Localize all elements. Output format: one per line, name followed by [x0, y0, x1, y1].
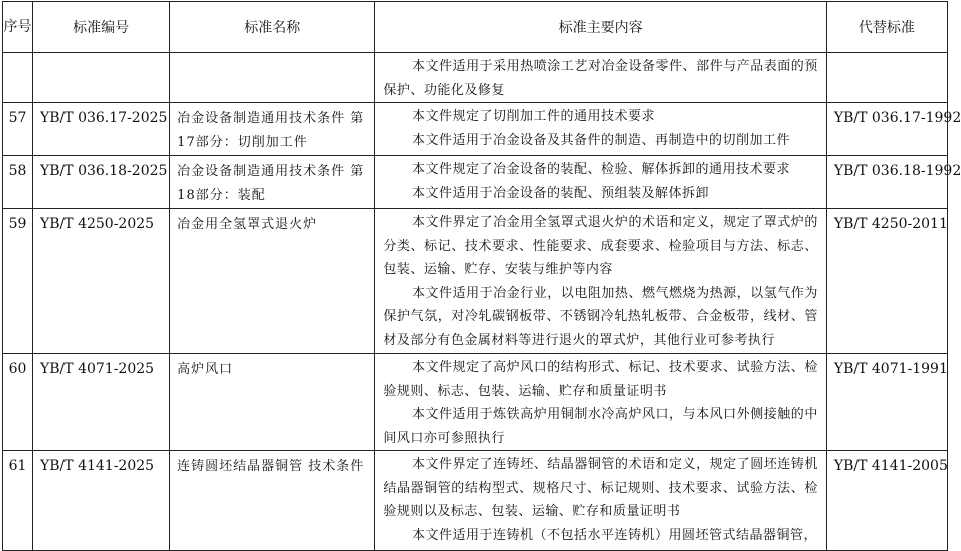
standard-code: YB/T 4141-2025	[33, 451, 170, 551]
content-paragraph: 本文件适用于炼铁高炉用铜制水冷高炉风口，与本风口外侧接触的中间风口亦可参照执行	[383, 407, 818, 446]
row-number: 60	[3, 354, 33, 451]
cell-name	[170, 53, 375, 103]
content-paragraph: 本文件适用于冶金设备及其备件的制造、再制造中的切削加工件	[411, 132, 790, 148]
content-paragraph: 本文件规定了切削加工件的通用技术要求	[411, 109, 655, 124]
header-code: 标准编号	[33, 2, 170, 53]
replaced-standard: YB/T 036.18-1992	[826, 156, 947, 209]
replaced-standard: YB/T 4250-2011	[826, 209, 947, 354]
row-number: 57	[3, 103, 33, 156]
row-number: 61	[3, 451, 33, 551]
table-row	[3, 156, 948, 209]
standards-table	[2, 1, 961, 551]
standard-code: YB/T 036.18-2025	[33, 156, 170, 209]
cell-replace	[826, 53, 947, 103]
table-row-continuation	[3, 53, 948, 103]
standard-code: YB/T 4071-2025	[33, 354, 170, 451]
standard-content	[375, 156, 826, 209]
standard-content	[375, 354, 826, 451]
content-paragraph: 本文件界定了冶金用全氢罩式退火炉的术语和定义，规定了罩式炉的分类、标记、技术要求、性能要求、成套要求、检验项目与方法、标志、包装、运输、贮存、安装与维护等内容	[383, 215, 818, 277]
table-row	[3, 354, 948, 451]
header-name: 标准名称	[170, 2, 375, 53]
content-paragraph: 本文件界定了连铸坯、结晶器铜管的术语和定义，规定了圆坯连铸机结晶器铜管的结构型式、规格尺寸、标记规则、技术要求、试验方法、检验规则以及标志、包装、运输、贮存和质量证明书	[383, 457, 818, 519]
content-paragraph: 本文件适用于采用热喷涂工艺对冶金设备零件、部件与产品表面的预保护、功能化及修复	[383, 59, 818, 98]
row-number: 59	[3, 209, 33, 354]
replaced-standard: YB/T 036.17-1992	[826, 103, 947, 156]
row-number: 58	[3, 156, 33, 209]
standard-content	[375, 451, 826, 551]
content-paragraph: 本文件规定了高炉风口的结构形式、标记、技术要求、试验方法、检验规则、标志、包装、运输、贮存和质量证明书	[383, 360, 818, 399]
cell-num	[3, 53, 33, 103]
header-replace: 代替标准	[826, 2, 947, 53]
content-paragraph: 本文件适用于连铸机（不包括水平连铸机）用圆坯管式结晶器铜管，	[411, 527, 817, 543]
table-header-row	[3, 2, 948, 53]
standard-code: YB/T 036.17-2025	[33, 103, 170, 156]
content-paragraph: 本文件适用于冶金设备的装配、预组装及解体拆卸	[411, 185, 709, 201]
standard-name: 冶金用全氢罩式退火炉	[170, 209, 375, 354]
replaced-standard: YB/T 4141-2005	[826, 451, 947, 551]
table-row	[3, 209, 948, 354]
header-seq: 序号	[3, 2, 33, 53]
standard-name: 冶金设备制造通用技术条件 第17部分：切削加工件	[170, 103, 375, 156]
standard-name: 冶金设备制造通用技术条件 第18部分：装配	[170, 156, 375, 209]
standard-name: 连铸圆坯结晶器铜管 技术条件	[170, 451, 375, 551]
table-row	[3, 103, 948, 156]
standard-name: 高炉风口	[170, 354, 375, 451]
cell-content	[375, 53, 826, 103]
standard-content	[375, 103, 826, 156]
table-row	[3, 451, 948, 551]
replaced-standard: YB/T 4071-1991	[826, 354, 947, 451]
cell-code	[33, 53, 170, 103]
standard-content	[375, 209, 826, 354]
standard-code: YB/T 4250-2025	[33, 209, 170, 354]
content-paragraph: 本文件适用于冶金行业，以电阻加热、燃气燃烧为热源，以氢气作为保护气氛，对冷轧碳钢板带、不锈钢冷轧热轧板带、合金板带，线材、管材及部分有色金属材料等进行退火的罩式炉，其他行业可参考执行	[383, 285, 818, 348]
header-content: 标准主要内容	[375, 2, 826, 53]
content-paragraph: 本文件规定了冶金设备的装配、检验、解体拆卸的通用技术要求	[411, 162, 790, 177]
